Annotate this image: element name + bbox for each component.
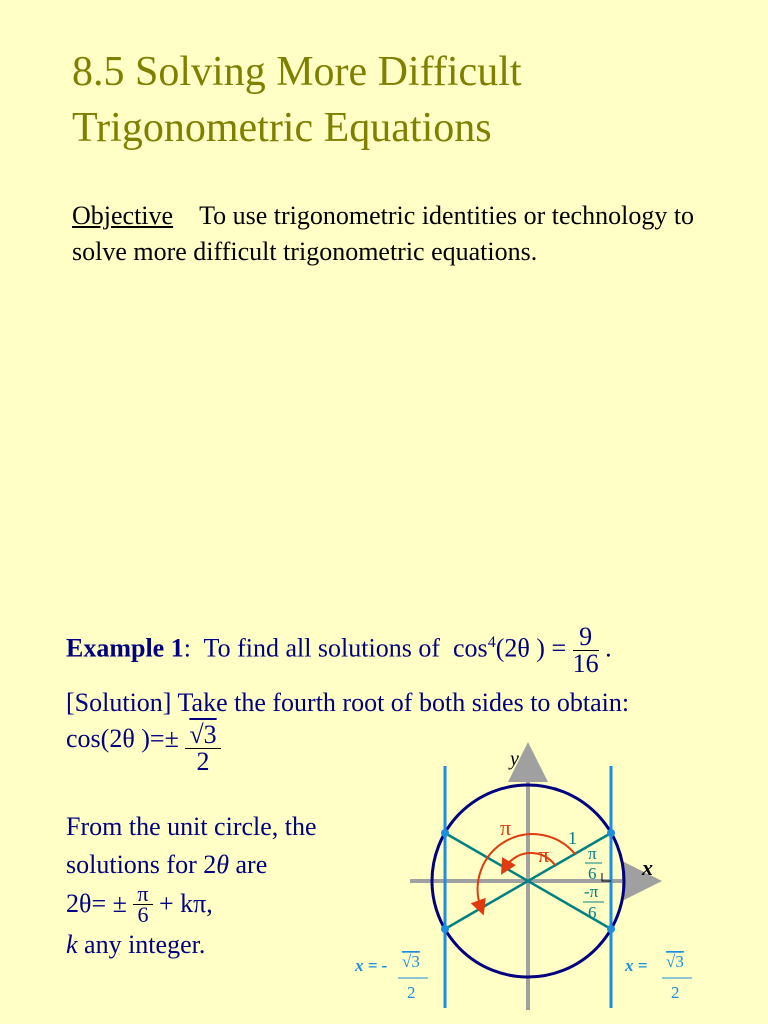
point-bottom-left [441, 925, 449, 933]
objective-paragraph [72, 198, 712, 270]
point-top-left [441, 829, 449, 837]
solution-numerator: √3 [185, 722, 220, 749]
y-axis-label: y [510, 748, 519, 770]
page-title-line-2: Trigonometric Equations [72, 105, 492, 151]
equation-exponent: 4 [487, 634, 496, 651]
general-solution-start: 2θ= ± [66, 889, 127, 918]
solution-denominator: 2 [196, 747, 210, 776]
unit-circle-diagram [340, 740, 768, 1024]
k-symbol: k [66, 930, 78, 959]
from-line-2 [66, 848, 267, 882]
pi-over-6-denominator: 6 [588, 864, 597, 883]
right-line-label: x = [625, 956, 648, 975]
neg-pi-over-6-denominator: 6 [588, 903, 597, 922]
pi-label-small: π [538, 842, 550, 867]
general-solution-denominator: 6 [137, 902, 149, 927]
example-colon: : [183, 633, 191, 663]
equation-cos: cos [453, 633, 488, 663]
point-bottom-right [607, 925, 615, 933]
general-solution [66, 881, 213, 927]
k-line [66, 928, 205, 962]
solution-cos: cos(2θ )=± [66, 724, 179, 753]
x-axis-label: x [642, 855, 653, 880]
equation-period: . [605, 633, 612, 663]
left-line-numerator: √3 [402, 952, 420, 971]
radius-one-label: 1 [568, 828, 577, 848]
equation-argument: (2θ ) = [495, 633, 567, 663]
solution-equation [66, 722, 221, 775]
general-solution-end: + kπ, [159, 889, 213, 918]
example-label: Example 1 [66, 633, 184, 663]
equation-numerator: 9 [573, 624, 599, 651]
pi-label-large: π [500, 815, 512, 840]
page-title-line-1: 8.5 Solving More Difficult [72, 49, 522, 95]
solution-line: [Solution] Take the fourth root of both sides to obtain: [66, 688, 630, 717]
neg-pi-over-6-numerator: -π [584, 882, 599, 901]
theta-symbol: θ [216, 850, 230, 879]
from-line-1: From the unit circle, the [66, 812, 317, 841]
from-line-2-text: solutions for 2 [66, 850, 217, 879]
left-line-label: x = - [355, 956, 388, 975]
point-top-right [607, 829, 615, 837]
objective-text: To use trigonometric identities or technology to solve more difficult trigonometric equations. [72, 201, 695, 266]
pi-over-6-numerator: π [588, 844, 597, 863]
example-text: To find all solutions of [203, 633, 441, 663]
left-line-denominator: 2 [407, 983, 416, 1002]
k-line-text: any integer. [77, 930, 206, 959]
solution-fraction [185, 722, 220, 775]
right-line-denominator: 2 [671, 983, 680, 1002]
general-solution-fraction [133, 881, 152, 927]
right-line-numerator: √3 [666, 952, 684, 971]
objective-label: Objective [72, 201, 174, 230]
equation-denominator: 16 [572, 649, 599, 679]
general-solution-numerator: π [133, 884, 152, 905]
from-line-2-end: are [229, 850, 268, 879]
equation-fraction [573, 624, 599, 677]
example-line [66, 610, 612, 682]
